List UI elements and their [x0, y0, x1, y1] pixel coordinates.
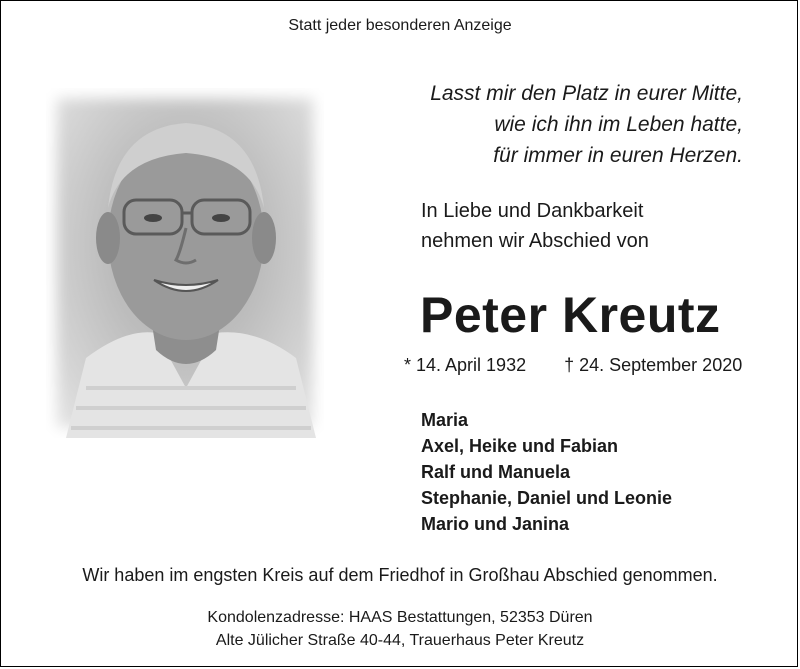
family-member: Axel, Heike und Fabian — [421, 436, 619, 456]
family-member: Stephanie, Daniel und Leonie — [421, 488, 673, 508]
verse — [430, 78, 743, 171]
verse-line: wie ich ihn im Leben hatte, — [494, 113, 743, 136]
verse-line: Lasst mir den Platz in eurer Mitte, — [430, 82, 743, 105]
funeral-notice: Wir haben im engsten Kreis auf dem Friedhof in Großhau Abschied genommen. — [82, 565, 718, 585]
address-line: Alte Jülicher Straße 40-44, Trauerhaus Peter Kreutz — [215, 632, 585, 649]
death-date: † 24. September 2020 — [564, 355, 743, 375]
family-list — [421, 407, 672, 537]
life-dates — [404, 355, 742, 376]
deceased-name: Peter Kreutz — [420, 287, 721, 343]
header-text: Statt jeder besonderen Anzeige — [288, 17, 512, 34]
family-member: Mario und Janina — [421, 514, 570, 534]
intro-line: nehmen wir Abschied von — [421, 230, 649, 252]
family-member: Maria — [421, 410, 469, 430]
family-member: Ralf und Manuela — [421, 462, 571, 482]
verse-line: für immer in euren Herzen. — [493, 144, 743, 167]
intro-line: In Liebe und Dankbarkeit — [421, 200, 644, 222]
address-line: Kondolenzadresse: HAAS Bestattungen, 52353 Düren — [207, 609, 593, 626]
birth-date: * 14. April 1932 — [404, 355, 527, 375]
intro-text — [421, 196, 649, 256]
condolence-address — [0, 606, 800, 652]
portrait-photo — [46, 88, 324, 438]
